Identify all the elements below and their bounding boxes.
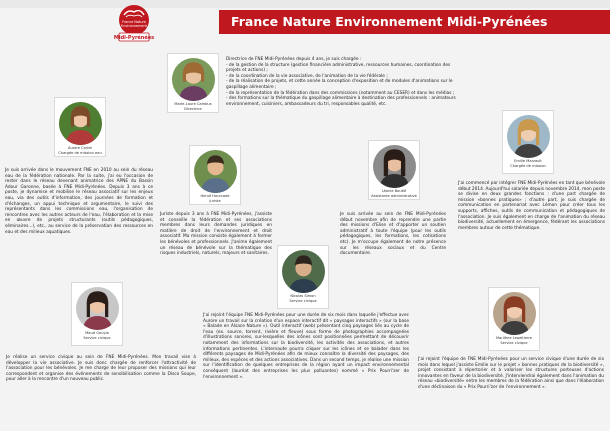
director-item: - des formations sur la thématique du gaspillage alimentaire à destination des professionnels : animateurs bbox=[226, 96, 456, 102]
name-herve: Hervé Hourcade bbox=[200, 194, 230, 198]
portrait-assistant bbox=[373, 145, 416, 188]
director-item: environnement, cuisiniers, ambassadeurs du tri, responsables qualité, etc. bbox=[226, 101, 387, 107]
director-item: gaspillage alimentaire ; bbox=[226, 84, 277, 90]
portrait-marilene bbox=[493, 292, 536, 335]
name-aurore: Aurore Carlet bbox=[68, 146, 92, 150]
role-assistant: Assistante administrative bbox=[371, 194, 417, 198]
profile-card-emilie bbox=[502, 110, 554, 174]
name-maud: Maud Gouyla bbox=[85, 331, 109, 335]
profile-card-aurore bbox=[54, 97, 106, 157]
aurore-description: Je suis arrivée dans le mouvement FNE en 2010 au sein du réseau eau de la fédération nationale. Par la suite, j'ai eu l'occasion de rester dans le réseau devenant animatrice des APNE du Bassin Adour Garonne, basée à FNE Midi-Pyrénées. Depuis 3 ans à ce poste, je dynamise et mobilise le réseau associatif sur les enjeux eau, via des outils d'information, des journées de formation et d'échanges, un appui technique et argumentaire, le suivi des représentants dans les commissions eau, l'organisation de rencontres avec les autres acteurs de l'eau, l'élaboration et la mise en œuvre de projets structurants (outils pédagogiques, séminaires...), etc., au service de la préservation des ressources en eau et des milieux aquatiques. bbox=[5, 168, 153, 235]
name-marilene: Marilène Lepeltierre bbox=[496, 336, 532, 340]
name-nicolas: Nicolas Simon bbox=[290, 294, 316, 298]
top-strip bbox=[0, 0, 610, 8]
logo-region: Midi-Pyrénées bbox=[113, 35, 155, 41]
profile-card-herve bbox=[189, 145, 241, 205]
director-description bbox=[226, 57, 456, 107]
director-item: projets et actions) ; bbox=[226, 68, 268, 74]
nicolas-description: J'ai rejoint l'équipe FNE Midi-Pyrénées pour une durée de six mois dans laquelle j'effectue avec Aurore un travail sur la création d'un espace interactif dit « paysages interactifs » (sur la base « Balade en Alsace Nature »). Outil interactif (web) présentant cinq paysages liés au cycle de l'eau (ex. source, torrent, rivière et fleuve) sous forme de photographies accompagnées d'illustrations sonores, sur-lesquelles des icônes sont positionnées permettant de découvrir notamment des informations sur la biodiversité, les activités des associations, et autres informations pertinentes. L'internaute pourra cliquer sur les icônes et se balader dans les différents paysages de Midi-Pyrénées afin de mieux connaître la diversité des paysages, des milieux, des espèces et des actions associatives. Dans un second temps, je réalise une mission sur l'identification de quelques entreprises de la région ayant un impact environnemental conséquent (lauréat des entreprises les plus polluantes) nommé « Prix Pourri'zer de l'environnement ». bbox=[203, 313, 409, 380]
role-nicolas: Service civique bbox=[289, 299, 317, 303]
role-director: Directrice bbox=[184, 107, 202, 111]
role-aurore: Chargée de mission eau bbox=[58, 151, 102, 155]
page-title: France Nature Environnement Midi-Pyrénées bbox=[231, 14, 548, 29]
director-item: - de la réalisation de projets, et cette année la conception d'exposition et de modules d'animations sur le bbox=[226, 79, 453, 85]
emilie-description: J'ai commencé par intégrer FNE Midi-Pyrénées en tant que bénévole début 2014. Aujourd'hui salariée depuis novembre 2014, mon poste se divise en deux grandes fonctions : d'une part chargée de mission «bonnes pratiques» ; d'autre part, je suis chargée de communication en partenariat avec Lémon pour créer tous les supports, affiches, outils de communication et pédagogiques de l'association. Je suis également en charge de l'animation du réseau biodiversité, actuellement en émergence, fédérant les associations membres autour de cette thématique. bbox=[458, 181, 605, 231]
marilene-description: J'ai rejoint l'équipe de FNE Midi-Pyrénées pour un service civique d'une durée de six mois dans lequel j'assiste Emilie sur le projet « bonnes pratiques de la biodiversité », projet consistant à répertorier et à valoriser les structures porteuses d'actions innovantes en faveur de la biodiversité. J'interviendrai également dans l'animation du réseau «biodiversité» entre les membres de la fédération ainsi que dans l'élaboration d'une déclinaison du « Prix Pourri'zer de l'environnement ». bbox=[418, 357, 604, 390]
role-maud: Service civique bbox=[83, 336, 111, 340]
profile-card-marilene bbox=[488, 287, 540, 351]
role-herve: Juriste bbox=[209, 199, 221, 203]
herve-description: Juriste depuis 3 ans à FNE Midi-Pyrénées, j'assiste et conseille la fédération et ses associations membres dans leurs demandes juridiques en matière de droit de l'environnement et droit associatif. Ma mission consiste également à former les bénévoles et professionnels. J'anime également un réseau de bénévole sur la thématique des risques industriels, naturels, majeurs et sanitaires. bbox=[160, 212, 272, 257]
director-item: - de la coordination de la vie associative, de l'animation de la vie fédérale ; bbox=[226, 73, 388, 79]
portrait-director bbox=[172, 58, 215, 101]
logo-line2: Environnement bbox=[121, 24, 147, 28]
director-item: - de la gestion de la structure (gestion financière administrative, ressources humaines, coordination des bbox=[226, 62, 451, 68]
title-banner bbox=[219, 10, 610, 34]
logo-line1: France Nature bbox=[122, 20, 146, 24]
profile-card-assistant bbox=[368, 140, 420, 200]
fne-logo[interactable] bbox=[112, 4, 156, 44]
profile-card-nicolas bbox=[277, 245, 329, 309]
fne-logo-graphic bbox=[112, 4, 156, 44]
name-director: Marie-Laure Cambus bbox=[174, 102, 212, 106]
name-assistant: Léonie Boutié bbox=[381, 189, 407, 193]
portrait-herve bbox=[194, 150, 237, 193]
role-emilie: Chargée de mission bbox=[510, 164, 546, 168]
director-item: - de la représentation de la fédération dans des commissions (notamment au CESER) et dans les médias ; bbox=[226, 90, 455, 96]
portrait-emilie bbox=[507, 115, 550, 158]
profile-card-maud bbox=[71, 282, 123, 346]
portrait-aurore bbox=[59, 102, 102, 145]
name-emilie: Emilie Marzault bbox=[514, 159, 542, 163]
maud-description: Je réalise un service civique au sein de FNE Midi-Pyrénées. Mon travail vise à développer la vie associative. Je suis donc chargée de renforcer l'attractivité de l'association pour les bénévoles. Je me charge de leur proposer des missions qui leur correspondent et organise des événements de sensibilisation comme la Disco Soupe, pour aller à la rencontre d'un nouveau public. bbox=[6, 355, 196, 383]
portrait-nicolas bbox=[282, 250, 325, 293]
portrait-maud bbox=[76, 287, 119, 330]
profile-card-director bbox=[167, 53, 219, 113]
role-marilene: Service civique bbox=[500, 341, 528, 345]
assistant-description: Je suis arrivée au sein de FNE Midi-Pyrénées début novembre afin de reprendre une partie des missions d'Elise et d'apporter un soutien administratif à toute l'équipe (pour les outils pédagogiques, les formations, les cotisations etc). Je m'occupe également de notre présence sur les réseaux sociaux et du Centre documentaire. bbox=[340, 212, 446, 257]
director-intro: Directrice de FNE Midi-Pyrénées depuis 4 ans, je suis chargée : bbox=[226, 57, 362, 62]
